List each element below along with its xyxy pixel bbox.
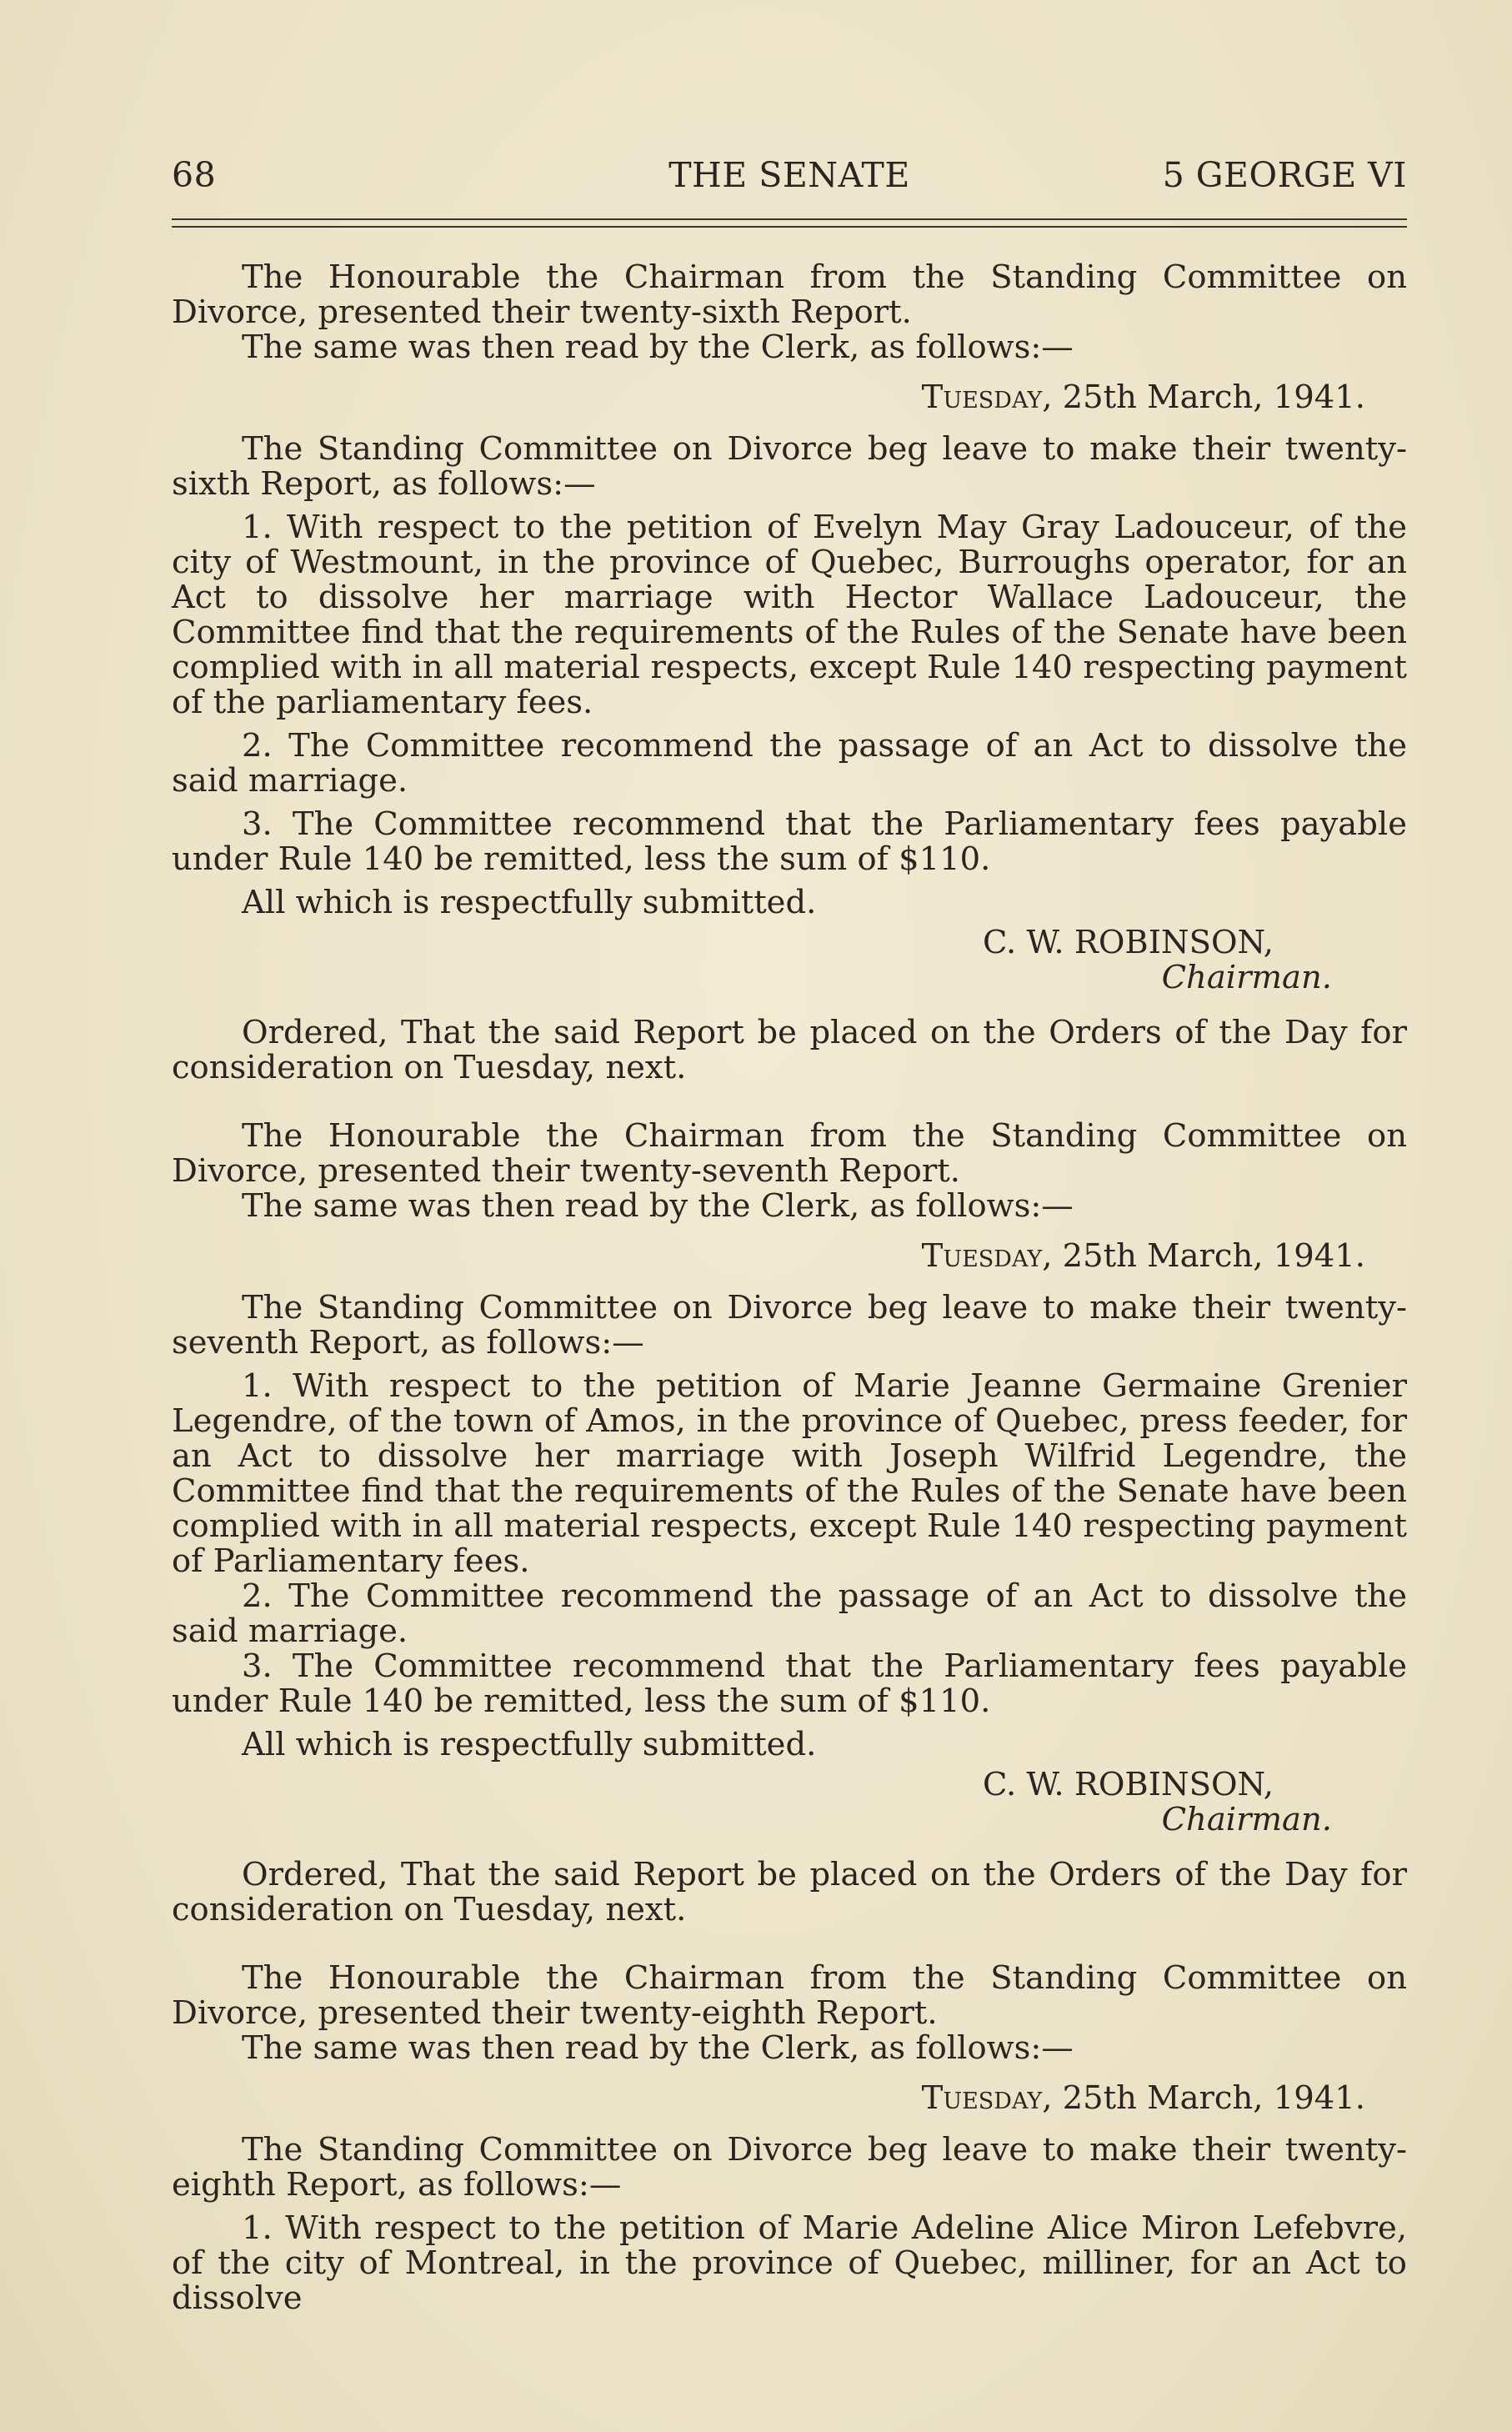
report-item-2: 2. The Committee recommend the passage of an Act to dissolve the said marriage. (172, 727, 1407, 800)
report-date (172, 2081, 1407, 2116)
date-day: Tuesday (921, 379, 1043, 416)
signature-name: C. W. ROBINSON, (982, 924, 1274, 961)
read-line: The same was then read by the Clerk, as follows:— (242, 1187, 1074, 1225)
report-intro: The Honourable the Chairman from the Standing Committee on Divorce, presented their twenty-sixth Report. (172, 258, 1407, 331)
date-rest: , 25th March, 1941. (1042, 379, 1365, 416)
report-item-1: 1. With respect to the petition of Marie Jeanne Germaine Grenier Legendre, of the town of Amos, in the province of Quebec, press feeder, for an Act to dissolve her marriage with Joseph Wilfrid Legendre, the Committee find that the requirements of the Rules of the Senate have been complied with in all material respects, except Rule 140 respecting payment of Parliamentary fees. (172, 1367, 1407, 1580)
journal-title: THE SENATE (668, 155, 910, 195)
signature-title: Chairman. (1161, 959, 1332, 996)
ordered-paragraph: Ordered, That the said Report be placed on the Orders of the Day for consideration on Tuesday, next. (172, 1856, 1407, 1928)
page-number: 68 (172, 155, 217, 195)
report-opening: The Standing Committee on Divorce beg leave to make their twenty-seventh Report, as follows:— (172, 1289, 1407, 1361)
page-body (172, 260, 1407, 2316)
header-rule-top (172, 218, 1407, 220)
report-twenty-seventh (172, 1119, 1407, 1928)
running-header (172, 155, 1407, 202)
signature-title: Chairman. (1161, 1801, 1332, 1838)
report-date (172, 380, 1407, 415)
read-line: The same was then read by the Clerk, as follows:— (242, 2029, 1074, 2067)
report-intro: The Honourable the Chairman from the Standing Committee on Divorce, presented their twenty-eighth Report. (172, 1959, 1407, 2032)
ordered-paragraph: Ordered, That the said Report be placed on the Orders of the Day for consideration on Tuesday, next. (172, 1014, 1407, 1086)
date-rest: , 25th March, 1941. (1042, 1237, 1365, 1275)
read-line: The same was then read by the Clerk, as follows:— (242, 328, 1074, 366)
report-date (172, 1239, 1407, 1274)
header-rule-bottom (172, 226, 1407, 228)
report-intro: The Honourable the Chairman from the Standing Committee on Divorce, presented their twenty-seventh Report. (172, 1117, 1407, 1190)
date-day: Tuesday (921, 2079, 1043, 2117)
report-opening: The Standing Committee on Divorce beg leave to make their twenty-eighth Report, as follows:— (172, 2131, 1407, 2204)
report-twenty-eighth (172, 1961, 1407, 2316)
report-item-2: 2. The Committee recommend the passage of an Act to dissolve the said marriage. (172, 1577, 1407, 1650)
report-opening: The Standing Committee on Divorce beg leave to make their twenty-sixth Report, as follows:— (172, 430, 1407, 503)
report-item-3: 3. The Committee recommend that the Parliamentary fees payable under Rule 140 be remitted, less the sum of $110. (172, 1647, 1407, 1720)
report-item-1: 1. With respect to the petition of Evelyn May Gray Ladouceur, of the city of Westmount, in the province of Quebec, Burroughs operator, for an Act to dissolve her marriage with Hector Wallace Ladouceur, the Committee find that the requirements of the Rules of the Senate have been complied with in all material respects, except Rule 140 respecting payment of the parliamentary fees. (172, 509, 1407, 721)
date-day: Tuesday (921, 1237, 1043, 1275)
report-item-1: 1. With respect to the petition of Marie Adeline Alice Miron Lefebvre, of the city of Montreal, in the province of Quebec, milliner, for an Act to dissolve (172, 2209, 1407, 2317)
regnal-year: 5 GEORGE VI (1162, 155, 1407, 195)
signature-name: C. W. ROBINSON, (982, 1766, 1274, 1803)
report-twenty-sixth (172, 260, 1407, 1086)
date-rest: , 25th March, 1941. (1042, 2079, 1365, 2117)
report-item-3: 3. The Committee recommend that the Parliamentary fees payable under Rule 140 be remitted, less the sum of $110. (172, 805, 1407, 878)
report-closing: All which is respectfully submitted. (242, 884, 817, 921)
report-closing: All which is respectfully submitted. (242, 1726, 817, 1763)
